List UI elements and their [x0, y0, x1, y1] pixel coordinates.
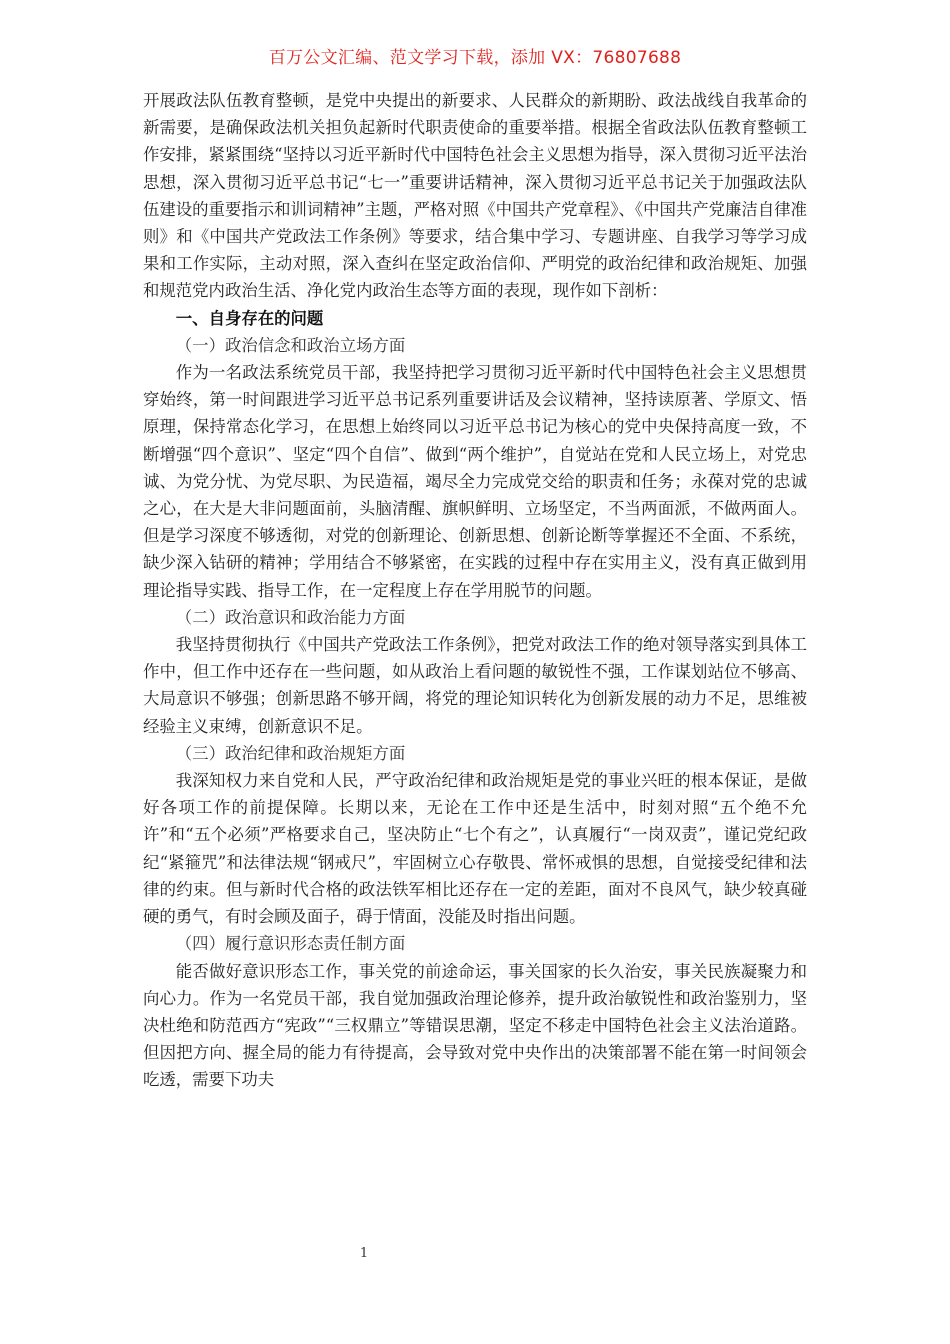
subsection-body-3: 我深知权力来自党和人民，严守政治纪律和政治规矩是党的事业兴旺的根本保证，是做好各项工作的前提保障。长期以来，无论在工作中还是生活中，时刻对照“五个绝不允许”和“五个必须”严格要求自己，坚决防止“七个有之”，认真履行“一岗双责”，谨记党纪政纪“紧箍咒”和法律法规“钢戒尺”，牢固树立心存敬畏、常怀戒惧的思想，自觉接受纪律和法律的约束。但与新时代合格的政法铁军相比还存在一定的差距，面对不良风气，缺少较真碰硬的勇气，有时会顾及面子，碍于情面，没能及时指出问题。: [143, 771, 807, 927]
subsection-body-1: 作为一名政法系统党员干部，我坚持把学习贯彻习近平新时代中国特色社会主义思想贯穿始终，第一时间跟进学习近平总书记系列重要讲话及会议精神，坚持读原著、学原文、悟原理，保持常态化学习，在思想上始终同以习近平总书记为核心的党中央保持高度一致，不断增强“四个意识”、坚定“四个自信”、做到“两个维护”，自觉站在党和人民立场上，对党忠诚、为党分忧、为党尽职、为民造福，竭尽全力完成党交给的职责和任务；永葆对党的忠诚之心，在大是大非问题面前，头脑清醒、旗帜鲜明、立场坚定，不当两面派，不做两面人。但是学习深度不够透彻，对党的创新理论、创新思想、创新论断等掌握还不全面、不系统，缺少深入钻研的精神；学用结合不够紧密，在实践的过程中存在实用主义，没有真正做到用理论指导实践、指导工作，在一定程度上存在学用脱节的问题。: [143, 363, 807, 600]
subsection-body-2: 我坚持贯彻执行《中国共产党政法工作条例》，把党对政法工作的绝对领导落实到具体工作中，但工作中还存在一些问题，如从政治上看问题的敏锐性不强，工作谋划站位不够高、大局意识不够强；创新思路不够开阔，将党的理论知识转化为创新发展的动力不足，思维被经验主义束缚，创新意识不足。: [143, 635, 807, 736]
intro-paragraph: 开展政法队伍教育整顿，是党中央提出的新要求、人民群众的新期盼、政法战线自我革命的新需要，是确保政法机关担负起新时代职责使命的重要举措。根据全省政法队伍教育整顿工作安排，紧紧围绕“坚持以习近平新时代中国特色社会主义思想为指导，深入贯彻习近平法治思想，深入贯彻习近平总书记“七一”重要讲话精神，深入贯彻习近平总书记关于加强政法队伍建设的重要指示和训词精神”主题，严格对照《中国共产党章程》、《中国共产党廉洁自律准则》和《中国共产党政法工作条例》等要求，结合集中学习、专题讲座、自我学习等学习成果和工作实际，主动对照，深入查纠在坚定政治信仰、严明党的政治纪律和政治规矩、加强和规范党内政治生活、净化党内政治生态等方面的表现，现作如下剖析：: [143, 91, 808, 301]
page-number: 1: [359, 1246, 369, 1261]
subsection-heading-4: （四）履行意识形态责任制方面: [175, 934, 406, 954]
subsection-heading-2: （二）政治意识和政治能力方面: [175, 607, 406, 627]
watermark-header: 百万公文汇编、范文学习下载，添加 VX：76807688: [268, 48, 682, 68]
subsection-heading-1: （一）政治信念和政治立场方面: [175, 335, 406, 355]
subsection-body-4: 能否做好意识形态工作，事关党的前途命运，事关国家的长久治安，事关民族凝聚力和向心力。作为一名党员干部，我自觉加强政治理论修养，提升政治敏锐性和政治鉴别力，坚决杜绝和防范西方“宪政”“三权鼎立”等错误思潮，坚定不移走中国特色社会主义法治道路。但因把方向、握全局的能力有待提高，会导致对党中央作出的决策部署不能在第一时间领会吃透，需要下功夫: [143, 961, 807, 1090]
subsection-heading-3: （三）政治纪律和政治规矩方面: [175, 743, 406, 763]
section-heading-1: 一、自身存在的问题: [175, 308, 324, 328]
document-body: [143, 87, 807, 1094]
